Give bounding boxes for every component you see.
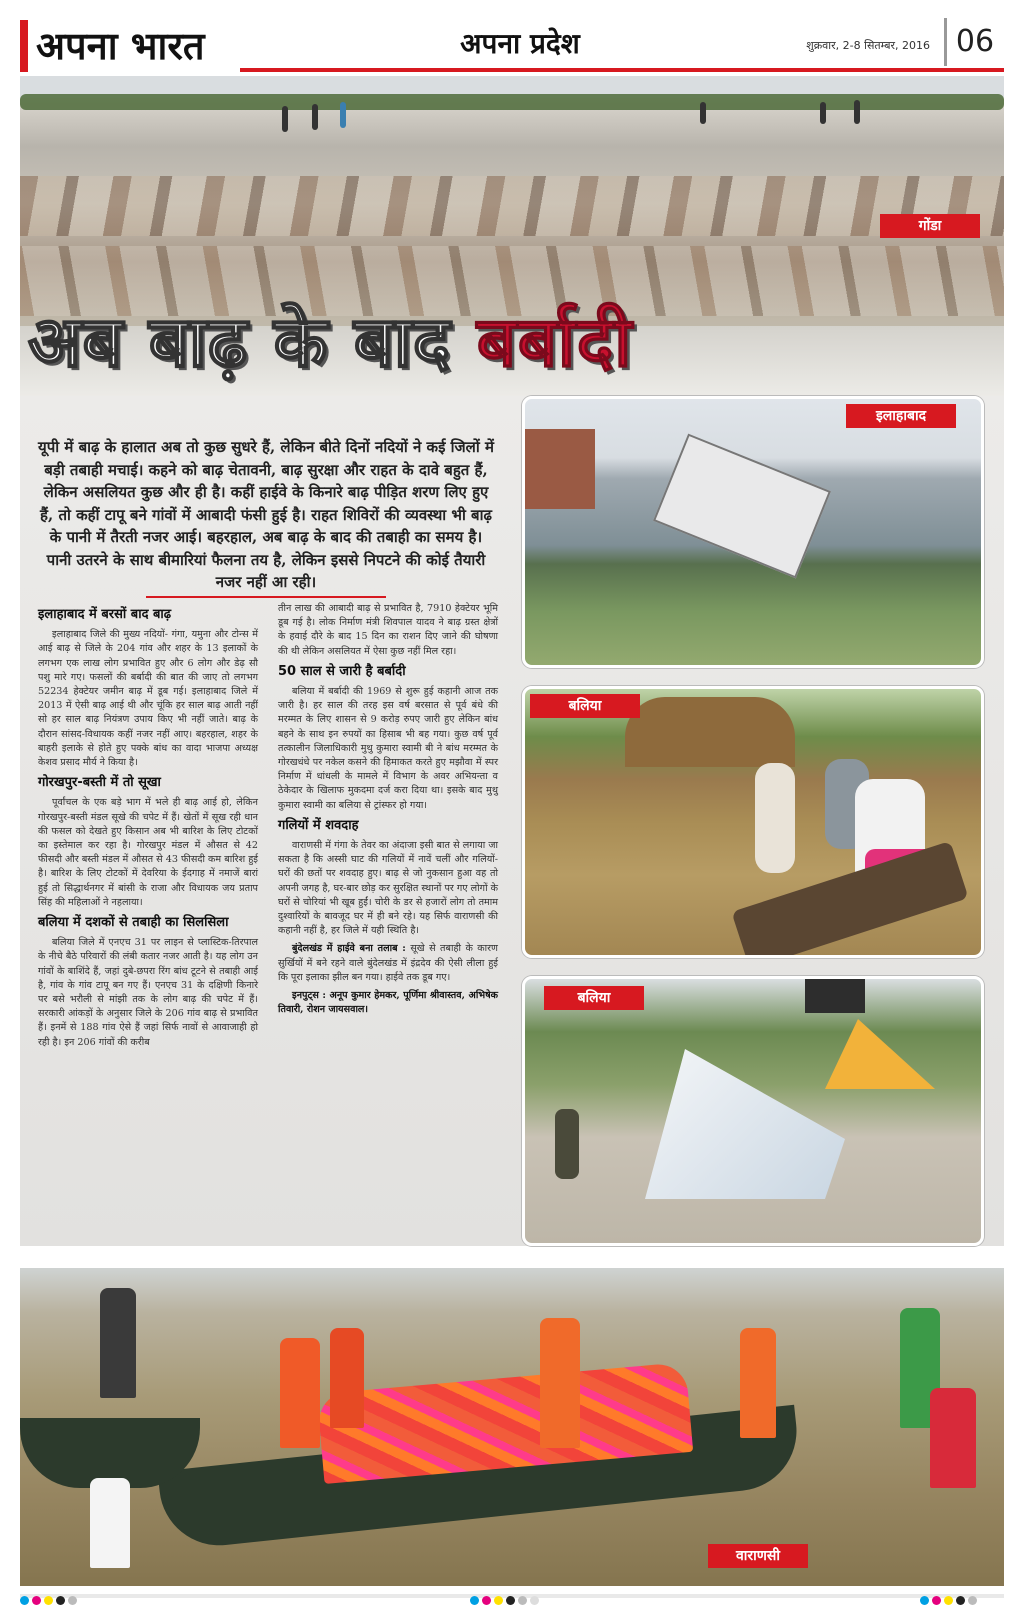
header-rule [240, 68, 1004, 72]
registration-dots-right [920, 1590, 980, 1602]
headline-part-2: बर्बादी [476, 301, 633, 383]
paragraph-bundelkhand [278, 942, 498, 985]
photo-collapsed-house [522, 396, 984, 668]
location-tag-varanasi: वाराणसी [708, 1544, 808, 1568]
location-tag-allahabad: इलाहाबाद [846, 404, 956, 428]
location-tag-gonda: गोंडा [880, 214, 980, 238]
brand-logo: अपना भारत [20, 20, 240, 72]
main-headline [28, 300, 633, 384]
page-number: 06 [944, 18, 1003, 66]
subhead-50-years: 50 साल से जारी है बर्बादी [278, 663, 406, 679]
location-tag-ballia-1: बलिया [530, 694, 640, 718]
article-intro: यूपी में बाढ़ के हालात अब तो कुछ सुधरे हैं, लेकिन बीते दिनों नदियों ने कई जिलों में बड़ी तबाही मचाई। कहने को बाढ़ चेतावनी, बाढ़ सुरक्षा और राहत के दावे बहुत हैं, लेकिन असलियत कुछ और ही है। कहीं हाईवे के किनारे बाढ़ पीड़ित शरण लिए हुए हैं, तो कहीं टापू बने गांवों में आबादी फंसी हुई है। राहत शिविरों की व्यवस्था भी बाढ़ के पानी में तैरती नजर आई। बहरहाल, अब बाढ़ के बाद की तबाही का समय है। पानी उतरने के साथ बीमारियां फैलना तय है, लेकिन इससे निपटने की कोई तैयारी नजर नहीं आ रही। [38, 438, 494, 591]
photo-tents-ballia [522, 976, 984, 1246]
article-column-2 [278, 602, 498, 1021]
issue-date: शुक्रवार, 2-8 सितम्बर, 2016 [806, 39, 930, 52]
photo-relief-boats-varanasi [20, 1268, 1004, 1586]
input-credits: इनपुट्स : अनूप कुमार हेमकर, पूर्णिमा श्रीवास्तव, अभिषेक तिवारी, रोशन जायसवाल। [278, 990, 498, 1016]
location-tag-ballia-2: बलिया [544, 986, 644, 1010]
subhead-allahabad: इलाहाबाद में बरसों बाद बाढ़ [38, 607, 172, 622]
paragraph: तीन लाख की आबादी बाढ़ से प्रभावित है, 7910 हेक्टेयर भूमि डूब गई है। लोक निर्माण मंत्री शिवपाल यादव ने बाढ़ ग्रस्त क्षेत्रों के हवाई दौरे के बाद 15 दिन का राशन दिए जाने की घोषणा की थी लेकिन असलियत में ऐसा कुछ नहीं मिल रहा। [278, 603, 498, 657]
subhead-gorakhpur: गोरखपुर-बस्ती में तो सूखा [38, 775, 161, 791]
paragraph: बलिया में बर्बादी की 1969 से शुरू हुई कहानी आज तक जारी है। हर साल की तरह इस वर्ष बरसात से पूर्व बंधे की मरम्मत के लिए शासन से 9 करोड़ रुपए जारी हुए लेकिन बांध बहने के साथ इन रुपयों का हिसाब भी बह गया। कुछ वर्ष पूर्व तत्कालीन जिलाधिकारी मुथु कुमारा स्वामी बी ने बांध मरम्मत के गोरखधंधे पर नकेल कसने की हिमाकत करते हुए मझौवा में स्पर निर्माण में धांधली के मामले में विभाग के अवर अभियन्ता व ठेकेदार के खिलाफ मुकदमा दर्ज करा दिया था। इसके बाद मुथु कुमारा स्वामी का बलिया से ट्रांस्फर हो गया। [278, 686, 498, 811]
registration-dots-center [470, 1590, 542, 1602]
inline-subhead: बुंदेलखंड में हाईवे बना तलाब : [292, 943, 406, 955]
subhead-cremation: गलियों में शवदाह [278, 817, 359, 833]
paragraph: बलिया जिले में एनएच 31 पर लाइन से प्लास्टिक-तिरपाल के नीचे बैठे परिवारों की लंबी कतार नजर आती है। यह लोग उन गांवों के बाशिंदे हैं, जहां दुबे-छपरा रिंग बांध टूटने से तबाही आई है, गांव के गांव टापू बन गए हैं। एनएच 31 के दक्षिणी किनारे पर बसे भरौली से मांझी तक के लोग बाढ़ की चपेट में हैं। सरकारी आंकड़ों के अनुसार जिले के 206 गांव बाढ़ से प्रभावित हैं। इनमें से 188 गांव ऐसे हैं जहां सिर्फ नावों से आवाजाही हो रही है। इन 206 गांवों की करीब [38, 937, 258, 1048]
credits [278, 989, 498, 1017]
subhead-ballia: बलिया में दशकों से तबाही का सिलसिला [38, 915, 229, 931]
paragraph: वाराणसी में गंगा के तेवर का अंदाजा इसी बात से लगाया जा सकता है कि अस्सी घाट की गलियों में नावें चलीं और गलियों-घरों की छतों पर शवदाह हुए। बाढ़ से जो नुकसान हुआ वह तो अपनी जगह है, घर-बार छोड़ कर सुरक्षित स्थानों पर गए लोगों के घरों से चोरियां भी खूब हुईं। चोरी के डर से हजारों लोग तो तमाम दुश्वारियों के बावजूद घर में ही बने रहे। यह सिर्फ वाराणसी की कहानी नहीं है, हर जिले में यही स्थिति है। [278, 840, 498, 937]
registration-dots-left [20, 1590, 80, 1602]
photo-boat-ballia [522, 686, 984, 958]
paragraph: इलाहाबाद जिले की मुख्य नदियों- गंगा, यमुना और टोन्स में आई बाढ़ से जिले के 204 गांव और शहर के 13 इलाकों के लगभग एक लाख लोग प्रभावित हुए और 6 लोग और डेढ़ सौ पशु मारे गए। फसलों की बर्बादी की बात की जाए तो लगभग 52234 हेक्टेयर जमीन बाढ़ में डूब गई। इलाहाबाद जिले में 2013 में ऐसी बाढ़ आई थी और चूंकि हर साल बाढ़ आती नहीं सो हर साल बाढ़ नियंत्रण उपाय किए भी नहीं जाते। बाढ़ के दौरान सांसद-विधायक कहीं नजर नहीं आए। बहरहाल, शहर के बाहरी इलाके से होते हुए पक्के बांध का वादा भाजपा अध्यक्ष केशव प्रसाद मौर्य ने किया है। [38, 629, 258, 769]
paragraph-text: सूखे से तबाही के कारण सुर्खियों में बने रहने वाले बुंदेलखंड में इंद्रदेव की ऐसी लीला हुई कि पूरा इलाका झील बन गया। हाईवे तक डूब गए। [278, 943, 498, 983]
paragraph: पूर्वांचल के एक बड़े भाग में भले ही बाढ़ आई हो, लेकिन गोरखपुर-बस्ती मंडल सूखे की चपेट में हैं। खेतों में सूख रही धान की फसल को देखते हुए किसान अब भी बारिश के लिए टोटकों का इस्तेमाल कर रहा है। गोरखपुर मंडल में औसत से 42 फीसदी और बस्ती मंडल में औसत से 43 फीसदी कम बारिश हुई है। बारिश के लिए टोटकों में देवरिया के ईदगाह में नमाजें बारां हुई तो सिद्धार्थनगर में बांसी के राजा और विधायक जय प्रताप सिंह की महिलाओं ने नहलाया। [38, 797, 258, 908]
intro-divider [146, 596, 386, 598]
article-column-1 [38, 602, 258, 1054]
section-title: अपना प्रदेश [460, 27, 580, 60]
headline-part-1: अब बाढ़ के बाद [28, 301, 452, 383]
